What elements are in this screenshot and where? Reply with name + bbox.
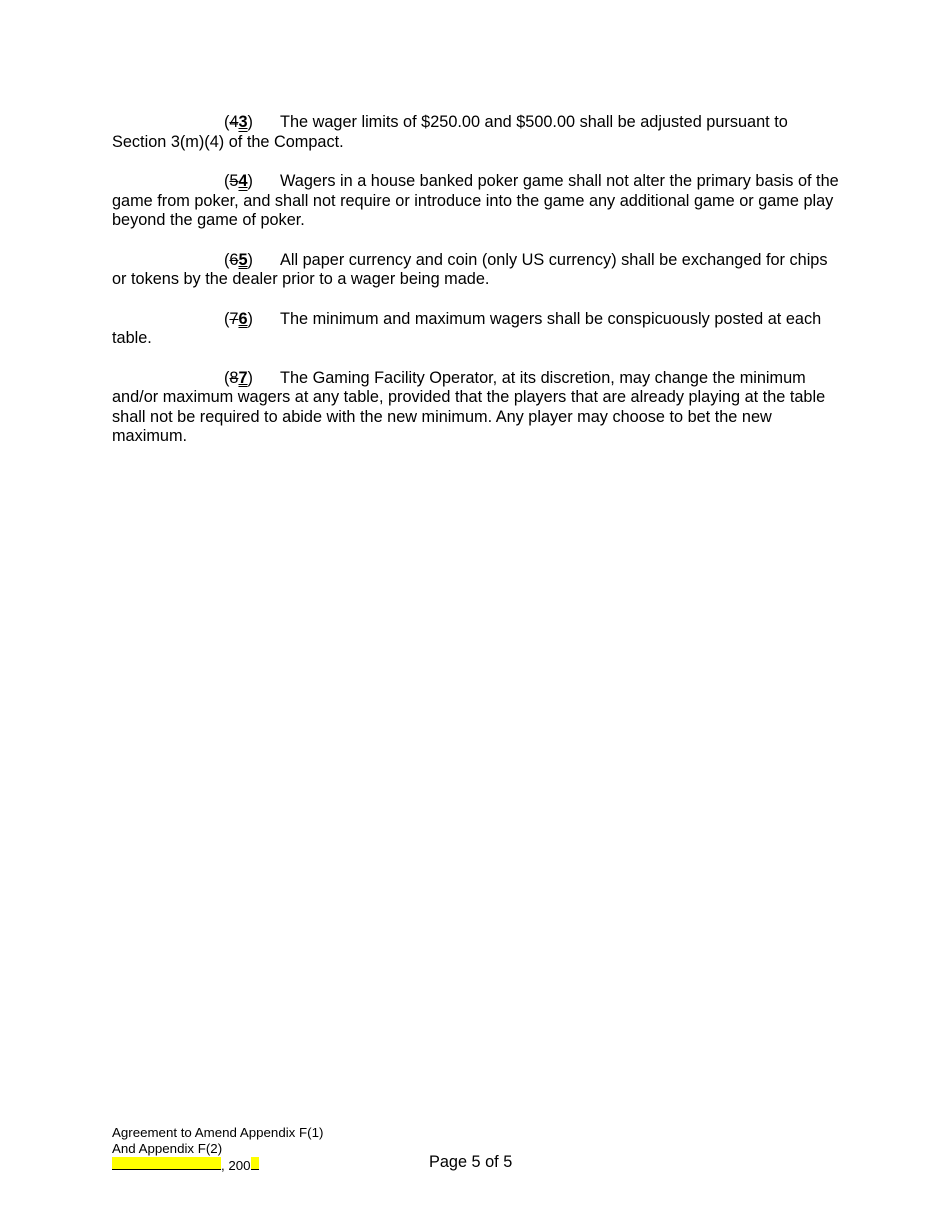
footer-date-line <box>112 1157 323 1174</box>
paragraph-text: The minimum and maximum wagers shall be conspicuously posted at each table. <box>112 309 822 347</box>
inserted-number: 6 <box>238 309 248 328</box>
deleted-number: 7 <box>229 309 239 328</box>
footer-line-1: Agreement to Amend Appendix F(1) <box>112 1125 324 1140</box>
inserted-number: 4 <box>238 172 248 190</box>
paragraph-item-7 <box>112 369 842 447</box>
item-number: (54) <box>224 172 253 190</box>
paragraph-item-6 <box>112 310 842 349</box>
footer-document-title <box>112 1125 323 1174</box>
page-number: Page 5 of 5 <box>429 1153 513 1171</box>
item-number: (43) <box>224 113 253 131</box>
highlighted-year-blank <box>251 1157 259 1170</box>
inserted-number: 3 <box>238 113 248 131</box>
inserted-number: 7 <box>238 368 248 387</box>
paragraph-text: The wager limits of $250.00 and $500.00 shall be adjusted pursuant to Section 3(m)(4) of the Compact. <box>112 113 788 151</box>
item-number: (65) <box>224 250 253 269</box>
footer-date-text: , 200 <box>221 1158 251 1173</box>
paragraph-text: All paper currency and coin (only US currency) shall be exchanged for chips or tokens by the dealer prior to a wager being made. <box>112 250 828 288</box>
paragraph-item-3 <box>112 113 842 152</box>
deleted-number: 8 <box>229 368 239 387</box>
highlighted-date-blank <box>112 1157 221 1170</box>
paragraph-text: Wagers in a house banked poker game shall not alter the primary basis of the game from poker, and shall not require or introduce into the game any additional game or game play beyond the game of poker. <box>112 172 839 229</box>
inserted-number: 5 <box>238 250 248 269</box>
deleted-number: 5 <box>229 172 239 190</box>
item-number: (87) <box>224 368 253 387</box>
paragraph-item-4 <box>112 172 842 231</box>
paragraph-text: The Gaming Facility Operator, at its discretion, may change the minimum and/or maximum wagers at any table, provided that the players that are already playing at the table shall not be required to abide with the new minimum. Any player may choose to bet the new maximum. <box>112 368 826 445</box>
item-number: (76) <box>224 309 253 328</box>
paragraph-item-5 <box>112 251 842 290</box>
footer-line-2: And Appendix F(2) <box>112 1141 223 1156</box>
deleted-number: 4 <box>229 113 239 131</box>
deleted-number: 6 <box>229 250 239 269</box>
body-text <box>112 113 842 467</box>
